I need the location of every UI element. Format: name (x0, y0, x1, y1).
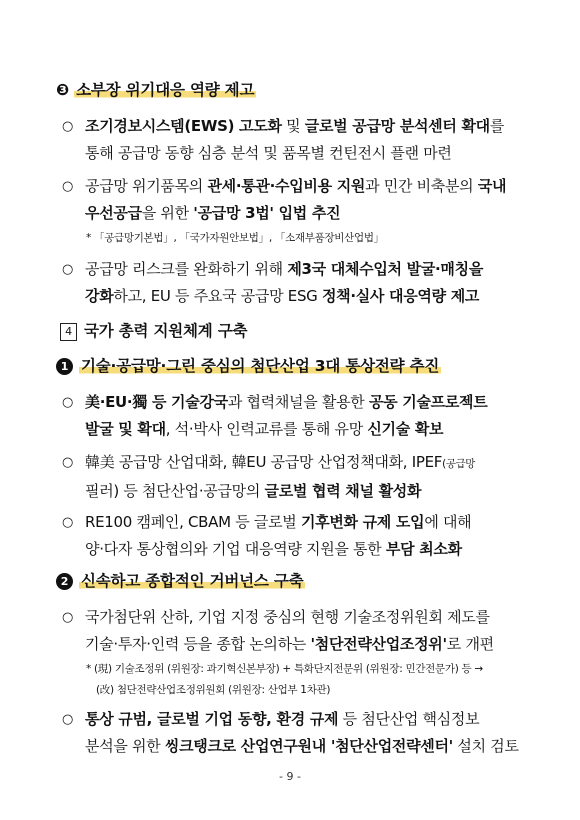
text-segment: 를 (489, 117, 505, 135)
text-segment: 에 대해 (424, 513, 472, 531)
subsection-heading-1 (56, 354, 441, 376)
text-segment: (공급망 (442, 458, 476, 470)
text-segment: 조기경보시스템(EWS) 고도화 (85, 117, 282, 135)
item-line (62, 200, 532, 227)
list-item (62, 604, 532, 658)
bullet-icon: ○ (62, 262, 74, 277)
text-segment: 씽크탱크로 산업연구원내 '첨단산업전략센터' (164, 737, 453, 755)
bullet-icon: ○ (62, 395, 74, 410)
section-marker: ❸ (56, 81, 69, 99)
subsection-number: 1 (56, 358, 73, 375)
text-segment: 정책·실사 대응역량 제고 (321, 287, 480, 305)
text-segment: 신기술 확보 (367, 420, 444, 438)
list-item (62, 389, 532, 443)
item-line (62, 536, 532, 563)
list-item (62, 173, 532, 227)
footnote: * 「공급망기본법」, 「국가자원안보법」, 「소재부품장비산업법」 (86, 232, 384, 244)
subsection-title: 신속하고 종합적인 거버넌스 구축 (81, 572, 304, 590)
text-segment: 국가첨단위 산하, 기업 지정 중심의 현행 기술조정위원회 제도를 (85, 608, 490, 626)
section-title: 국가 총력 지원체계 구축 (84, 322, 248, 340)
text-segment: 발굴 및 확대 (85, 420, 166, 438)
text-segment: 관세·통관·수입비용 지원 (207, 177, 366, 195)
text-segment: 로 개편 (446, 635, 494, 653)
text-segment: 글로벌 공급망 분석센터 확대 (304, 117, 490, 135)
text-segment: 기후변화 규제 도입 (300, 513, 425, 531)
list-item (62, 449, 532, 505)
item-line (62, 173, 532, 200)
text-segment: 공동 기술프로젝트 (368, 393, 488, 411)
subsection-number: 2 (56, 573, 73, 590)
text-segment: 공급망 리스크를 완화하기 위해 (85, 260, 288, 278)
subsection-heading-2 (56, 569, 305, 591)
item-line (62, 733, 532, 760)
list-item (62, 706, 532, 760)
text-segment: 분석을 위한 (85, 737, 165, 755)
text-segment: 제3국 대체수입처 발굴·매칭을 (287, 260, 484, 278)
text-segment: 등 첨단산업 핵심정보 (338, 710, 480, 728)
text-segment: 및 (281, 117, 305, 135)
text-segment: 공급망 위기품목의 (85, 177, 208, 195)
text-segment: 통상 규범, 글로벌 기업 동향, 환경 규제 (85, 710, 339, 728)
text-segment: RE100 캠페인, CBAM 등 글로벌 (85, 513, 301, 531)
text-segment: 과 협력채널을 활용한 (227, 393, 369, 411)
list-item (62, 256, 532, 310)
list-item (62, 113, 532, 167)
section-title: 소부장 위기대응 역량 제고 (76, 81, 255, 99)
text-segment: 필러) 등 첨단산업·공급망의 (85, 482, 265, 500)
item-line (62, 256, 532, 283)
section-number-box: 4 (60, 323, 77, 341)
text-segment: 글로벌 협력 채널 활성화 (264, 482, 422, 500)
text-segment: 설치 검토 (452, 737, 519, 755)
text-segment: 美·EU·獨 등 기술강국 (85, 393, 228, 411)
text-segment: 강화 (85, 287, 114, 305)
text-segment: , 석·박사 인력교류를 통해 유망 (165, 420, 368, 438)
text-segment: 양·다자 통상협의와 기업 대응역량 지원을 통한 (85, 540, 386, 558)
bullet-icon: ○ (62, 455, 74, 470)
text-segment: 부담 최소화 (385, 540, 462, 558)
item-line (62, 283, 532, 310)
bullet-icon: ○ (62, 712, 74, 727)
page-number: - 9 - (279, 770, 301, 783)
item-line (62, 140, 532, 167)
section-heading-4 (60, 319, 247, 341)
item-line (62, 449, 532, 478)
text-segment: 우선공급 (85, 204, 142, 222)
item-line (62, 478, 532, 505)
text-segment: 韓美 공급망 산업대화, 韓EU 공급망 산업정책대화, IPEF (85, 453, 443, 471)
footnote: (改) 첨단전략산업조정위원회 (위원장: 산업부 1차관) (96, 684, 331, 696)
text-segment: 을 위한 (141, 204, 194, 222)
subsection-title: 기술·공급망·그린 중심의 첨단산업 3대 통상전략 추진 (81, 357, 440, 375)
item-line (62, 416, 532, 443)
item-line (62, 509, 532, 536)
text-segment: '첨단전략산업조정위' (310, 635, 447, 653)
item-line (62, 706, 532, 733)
item-line (62, 604, 532, 631)
bullet-icon: ○ (62, 179, 74, 194)
bullet-icon: ○ (62, 515, 74, 530)
item-line (62, 631, 532, 658)
text-segment: 하고, EU 등 주요국 공급망 ESG (113, 287, 322, 305)
text-segment: 기술·투자·인력 등을 종합 논의하는 (85, 635, 311, 653)
text-segment: 국내 (477, 177, 507, 195)
list-item (62, 509, 532, 563)
section-heading-3 (56, 78, 256, 100)
item-line (62, 113, 532, 140)
bullet-icon: ○ (62, 119, 74, 134)
text-segment: 과 민간 비축분의 (365, 177, 478, 195)
bullet-icon: ○ (62, 610, 74, 625)
footnote: * (現) 기술조정위 (위원장: 과기혁신본부장) + 특화단지전문위 (위원장: 민간전문가) 등 → (86, 663, 483, 675)
item-line (62, 389, 532, 416)
text-segment: '공급망 3법' 입법 추진 (193, 204, 341, 222)
text-segment: 통해 공급망 동향 심층 분석 및 품목별 컨틴전시 플랜 마련 (85, 144, 452, 162)
